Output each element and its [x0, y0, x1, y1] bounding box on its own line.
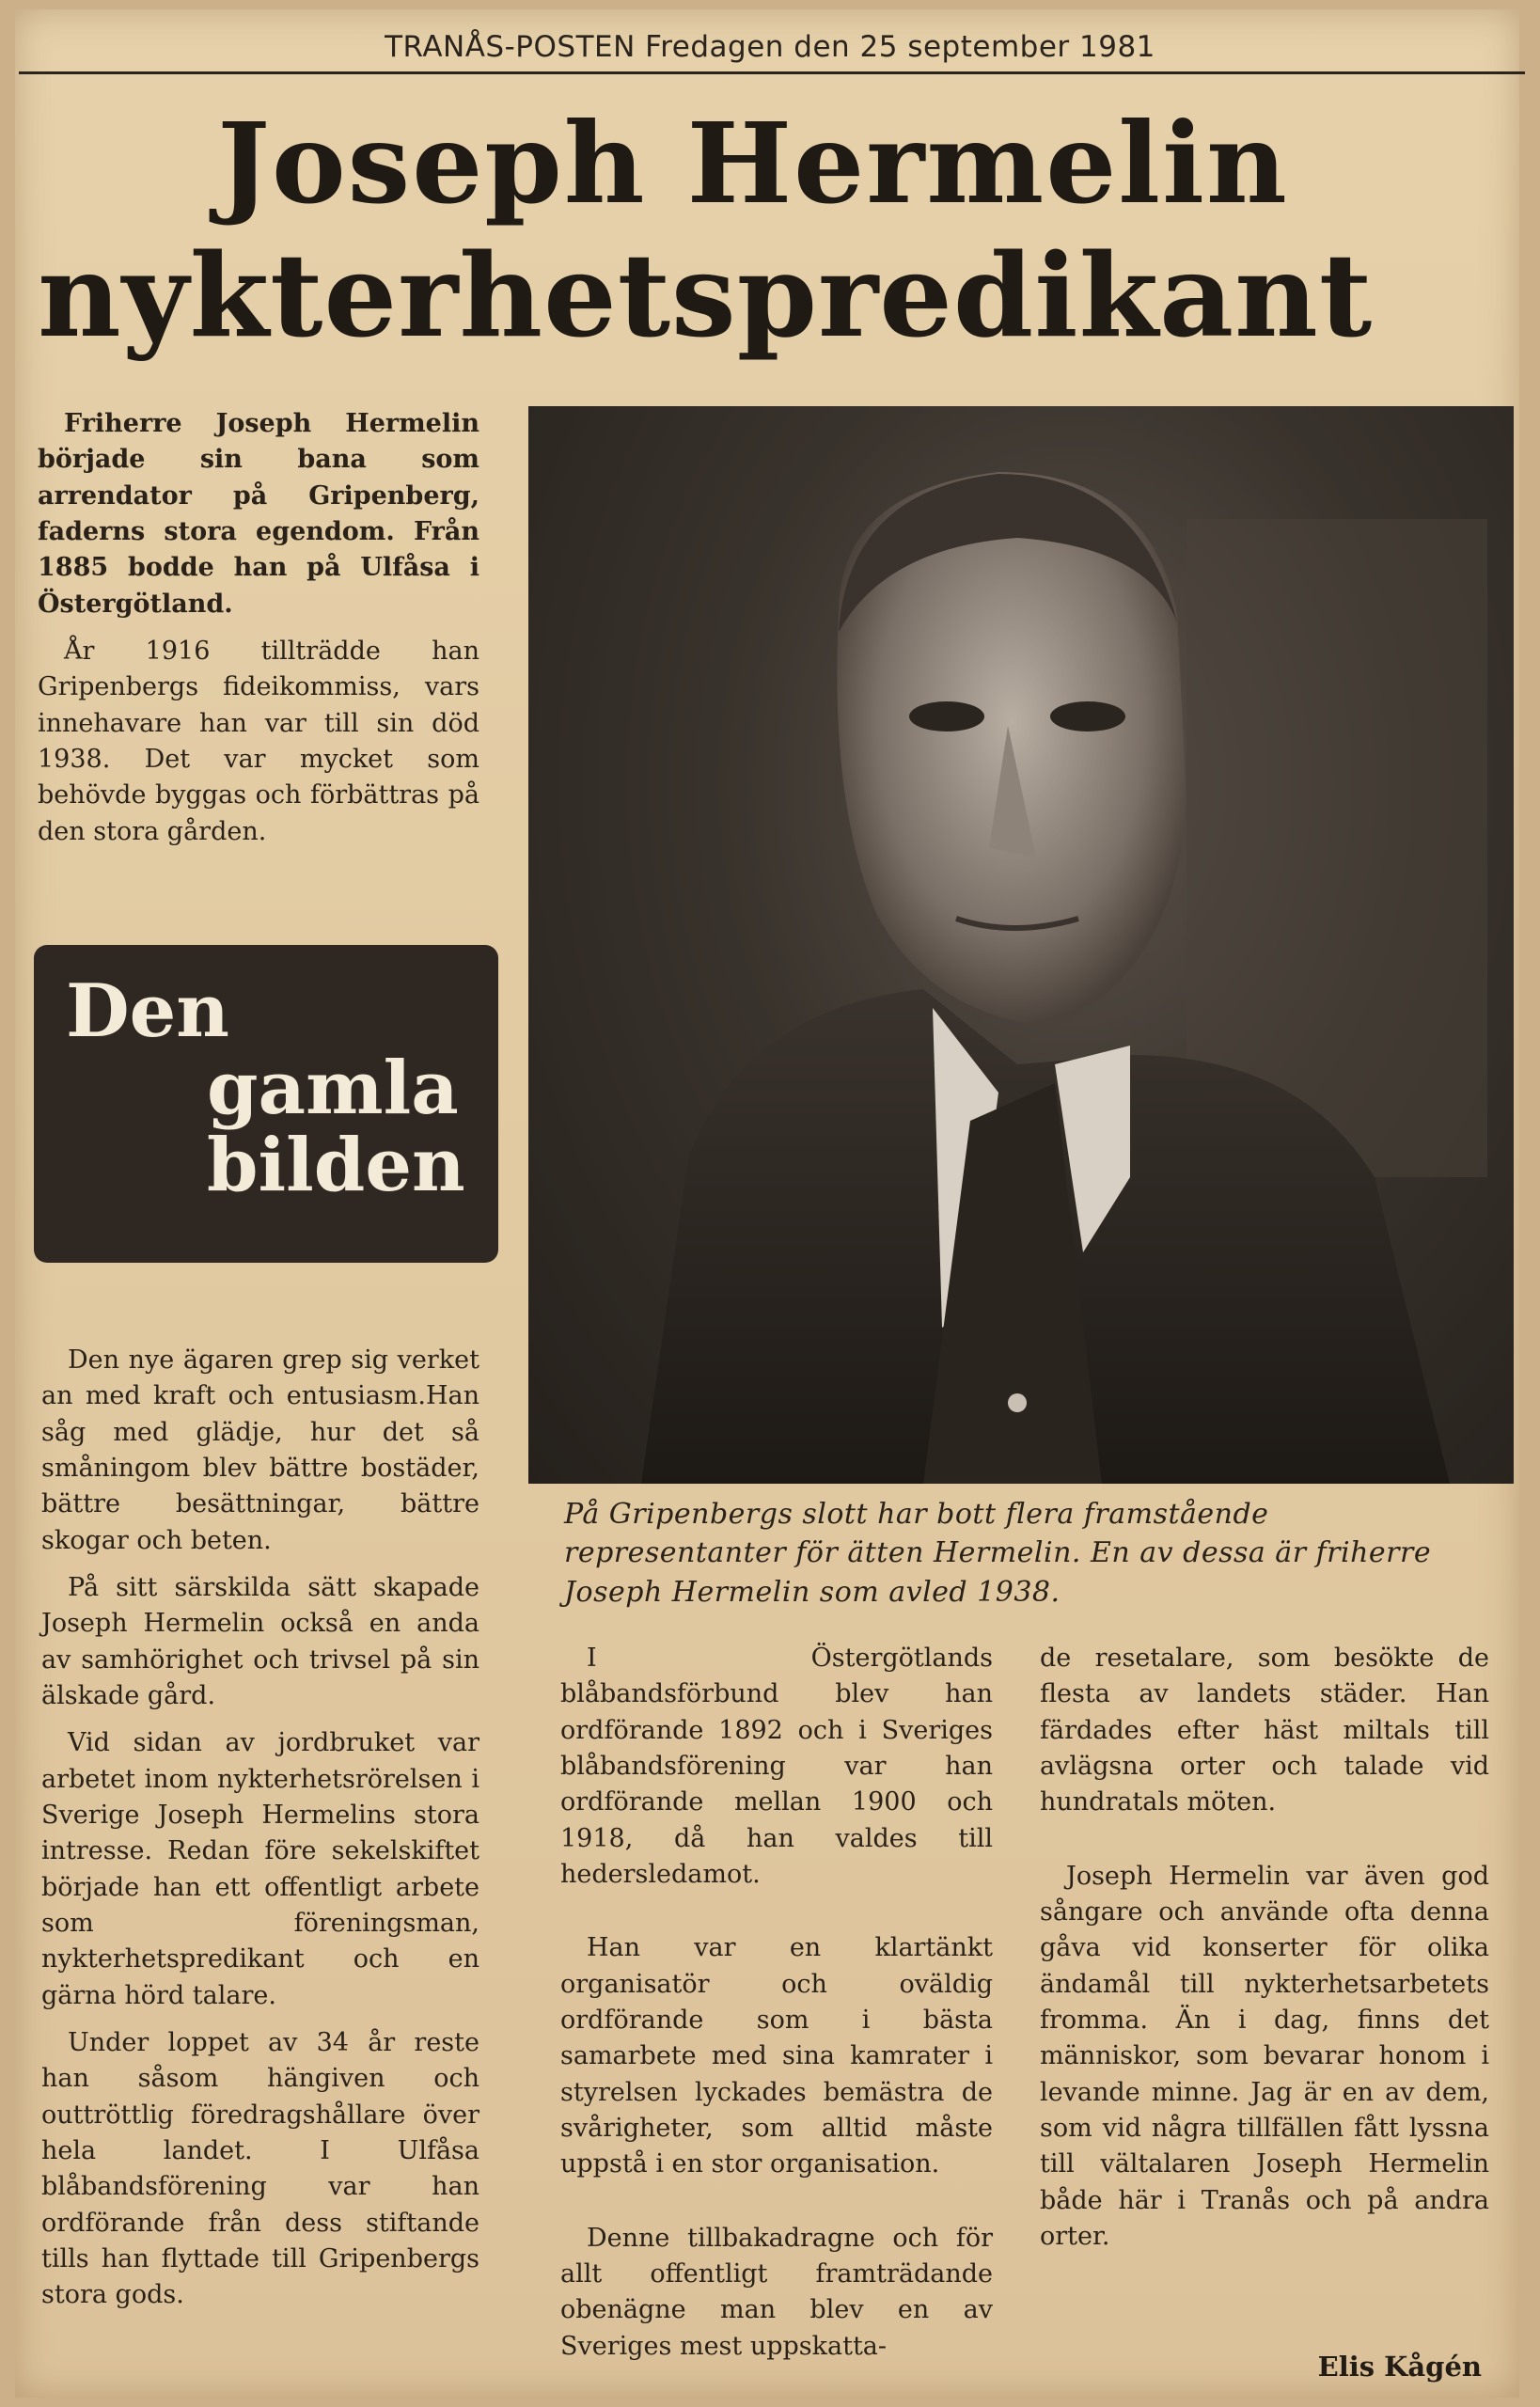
- column-logo-line-2: gamla: [207, 1045, 459, 1131]
- column-logo-box: [34, 945, 498, 1263]
- body-paragraph: Under loppet av 34 år reste han såsom hängiven och outtröttlig föredragshållare över hela landet. I Ulfåsa blåbandsförening var han ordförande från dess stiftande tills han flyttade till Gripenbergs stora gods.: [41, 2027, 479, 2310]
- masthead: TRANÅS-POSTEN Fredagen den 25 september 1981: [385, 30, 1155, 64]
- headline-line-2: nykterhetspredikant: [38, 228, 1374, 363]
- body-paragraph: På sitt särskilda sätt skapade Joseph Hermelin också en anda av samhörighet och trivsel på sin älskade gård.: [41, 1572, 479, 1710]
- portrait-photo: [528, 406, 1514, 1484]
- right-body-column: [1040, 1641, 1489, 2266]
- body-paragraph: I Östergötlands blåbandsförbund blev han ordförande 1892 och i Sveriges blåbandsförening var han ordförande mellan 1900 och 1918, då han valdes till hedersledamot.: [560, 1644, 993, 1889]
- headline: [38, 98, 1525, 363]
- photo-caption: På Gripenbergs slott har bott flera framstående representanter för ätten Hermelin. En av dessa är friherre Joseph Hermelin som avled 1938.: [564, 1498, 1432, 1609]
- left-body-column: [41, 1343, 479, 2325]
- intro-paragraph: År 1916 tillträdde han Gripenbergs fideikommiss, vars innehavare han var till sin död 1938. Det var mycket som behövde byggas och förbättras på den stora gården.: [38, 636, 479, 846]
- column-logo-line-3: bilden: [207, 1122, 465, 1208]
- body-paragraph: Vid sidan av jordbruket var arbetet inom nykterhetsrörelsen i Sverige Joseph Hermelins stora intresse. Redan före sekelskiftet började han ett offentligt arbete som föreningsman, nykterhetspredikant och en gärna hörd talare.: [41, 1728, 479, 2010]
- byline: Elis Kågén: [1317, 2351, 1482, 2383]
- column-logo-line-1: Den: [66, 968, 229, 1054]
- portrait-illustration: [528, 406, 1514, 1484]
- masthead-rule: [19, 71, 1525, 74]
- body-paragraph: Joseph Hermelin var även god sångare och använde ofta denna gåva vid konserter för olika ändamål till nykterhetsarbetets fromma. Än i dag, finns det människor, som bevarar honom i levande minne. Jag är en av dem, som vid några tillfällen fått lyssna till vältalaren Joseph Hermelin både här i Tranås och på andra orter.: [1040, 1861, 1489, 2251]
- body-paragraph: Denne tillbakadragne och för allt offentligt framträdande obenägne man blev en av Sveriges mest uppskatta-: [560, 2223, 993, 2361]
- headline-line-1: Joseph Hermelin: [217, 98, 1289, 228]
- lead-column: [38, 406, 479, 861]
- body-paragraph: de resetalare, som besökte de flesta av landets städer. Han färdades efter häst miltals till avlägsna orter och talade vid hundratals möten.: [1040, 1644, 1489, 1817]
- lead-paragraph: Friherre Joseph Hermelin började sin bana som arrendator på Gripenberg, faderns stora egendom. Från 1885 bodde han på Ulfåsa i Östergötland.: [38, 409, 479, 619]
- middle-body-column: [560, 1641, 993, 2376]
- body-paragraph: Han var en klartänkt organisatör och oväldig ordförande som i bästa samarbete med sina kamrater i styrelsen lyckades bemästra de svårigheter, som alltid måste uppstå i en stor organisation.: [560, 1933, 993, 2179]
- body-paragraph: Den nye ägaren grep sig verket an med kraft och entusiasm.Han såg med glädje, hur det så småningom blev bättre bostäder, bättre besättningar, bättre skogar och beten.: [41, 1345, 479, 1555]
